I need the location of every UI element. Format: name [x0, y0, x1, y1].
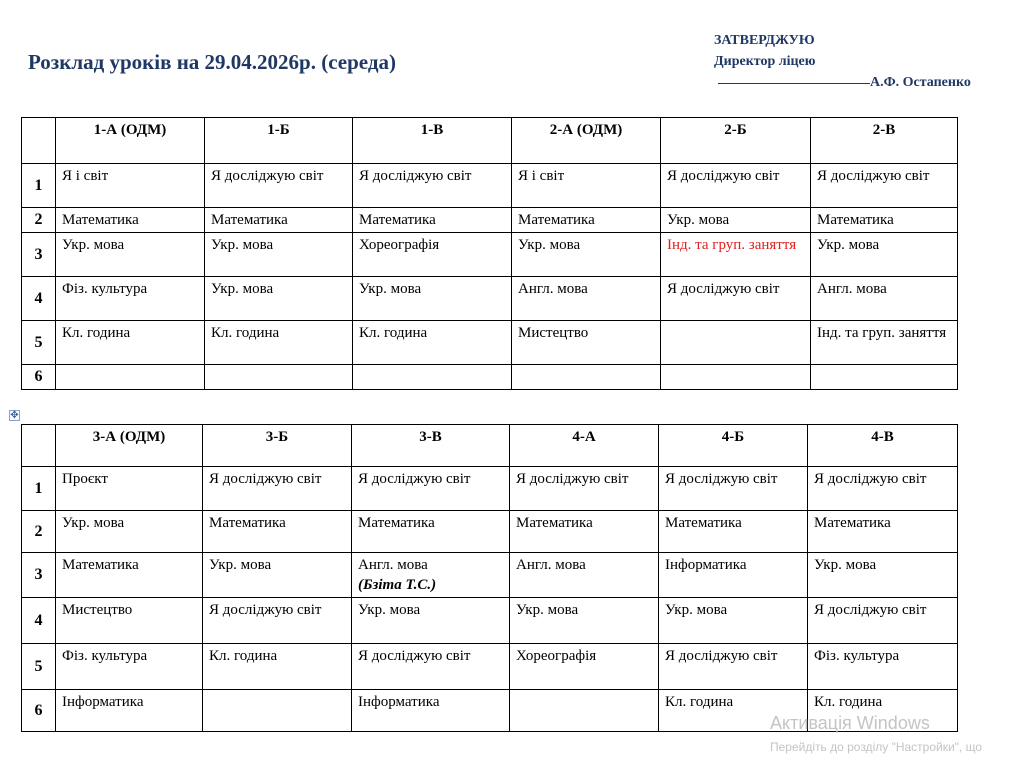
- table-row: [22, 511, 958, 553]
- lesson-cell: Укр. мова: [205, 277, 353, 321]
- lesson-cell: Укр. мова: [512, 233, 661, 277]
- lesson-cell: Математика: [352, 511, 510, 553]
- table-row: [22, 164, 958, 208]
- lesson-cell: Кл. година: [353, 321, 512, 365]
- lesson-cell: Хореографія: [510, 644, 659, 690]
- lesson-number: 6: [22, 690, 56, 732]
- lesson-cell: [661, 321, 811, 365]
- table-row: [22, 277, 958, 321]
- table-header-row: [22, 425, 958, 467]
- class-header: 4-А: [510, 425, 659, 467]
- lesson-cell-highlighted: Інд. та груп. заняття: [661, 233, 811, 277]
- lesson-cell: Я досліджую світ: [205, 164, 353, 208]
- lesson-cell: Мистецтво: [512, 321, 661, 365]
- lesson-cell: Математика: [56, 553, 203, 598]
- class-header: 1-В: [353, 118, 512, 164]
- lesson-cell: Кл. година: [659, 690, 808, 732]
- lesson-cell: Укр. мова: [510, 598, 659, 644]
- table-row: [22, 321, 958, 365]
- lesson-cell: [661, 365, 811, 390]
- lesson-cell: Інформатика: [56, 690, 203, 732]
- lesson-cell: Кл. година: [56, 321, 205, 365]
- watermark-subtitle: Перейдіть до розділу "Настройки", що: [770, 740, 983, 754]
- lesson-cell: Укр. мова: [56, 233, 205, 277]
- teacher-note: (Бзіта Т.С.): [358, 577, 437, 593]
- table-row: [22, 467, 958, 511]
- lesson-number: 3: [22, 553, 56, 598]
- class-header: 2-В: [811, 118, 958, 164]
- lesson-cell: Укр. мова: [661, 208, 811, 233]
- lesson-cell: [56, 365, 205, 390]
- lesson-cell: Я досліджую світ: [203, 467, 352, 511]
- lesson-cell: Проєкт: [56, 467, 203, 511]
- lesson-cell: [811, 365, 958, 390]
- approval-block: [714, 30, 971, 93]
- lesson-number: 1: [22, 467, 56, 511]
- class-header: 4-В: [808, 425, 958, 467]
- lesson-cell: Кл. година: [203, 644, 352, 690]
- table-row: [22, 644, 958, 690]
- lesson-cell: Я досліджую світ: [203, 598, 352, 644]
- class-header: 3-Б: [203, 425, 352, 467]
- lesson-cell: Укр. мова: [203, 553, 352, 598]
- table-row: [22, 208, 958, 233]
- lesson-cell: Я досліджую світ: [353, 164, 512, 208]
- schedule-table-grades-3-4: [21, 424, 958, 732]
- class-header: 2-Б: [661, 118, 811, 164]
- lesson-cell: Фіз. культура: [808, 644, 958, 690]
- lesson-cell: Укр. мова: [56, 511, 203, 553]
- lesson-cell: Укр. мова: [811, 233, 958, 277]
- lesson-cell: Укр. мова: [659, 598, 808, 644]
- lesson-cell: Кл. година: [205, 321, 353, 365]
- table-move-handle-icon[interactable]: ✥: [10, 410, 19, 421]
- lesson-number: 4: [22, 277, 56, 321]
- lesson-cell: Я досліджую світ: [661, 164, 811, 208]
- header-corner: [22, 425, 56, 467]
- lesson-cell: Я досліджую світ: [808, 467, 958, 511]
- lesson-cell: Я досліджую світ: [661, 277, 811, 321]
- lesson-number: 1: [22, 164, 56, 208]
- lesson-cell: [510, 690, 659, 732]
- class-header: 1-Б: [205, 118, 353, 164]
- table-row: [22, 365, 958, 390]
- lesson-cell: Математика: [205, 208, 353, 233]
- lesson-number: 5: [22, 321, 56, 365]
- lesson-number: 4: [22, 598, 56, 644]
- schedule-table-grades-1-2: [21, 117, 958, 390]
- lesson-cell: Математика: [56, 208, 205, 233]
- lesson-cell: Я і світ: [56, 164, 205, 208]
- lesson-cell: Укр. мова: [205, 233, 353, 277]
- lesson-number: 6: [22, 365, 56, 390]
- lesson-cell: Англ. мова: [512, 277, 661, 321]
- table-row: [22, 553, 958, 598]
- lesson-cell: Фіз. культура: [56, 277, 205, 321]
- lesson-cell: Кл. година: [808, 690, 958, 732]
- class-header: 2-А (ОДМ): [512, 118, 661, 164]
- header-corner: [22, 118, 56, 164]
- lesson-cell: Англ. мова (Бзіта Т.С.): [352, 553, 510, 598]
- lesson-cell: Інформатика: [659, 553, 808, 598]
- lesson-cell: Мистецтво: [56, 598, 203, 644]
- lesson-cell: [205, 365, 353, 390]
- lesson-cell: Я і світ: [512, 164, 661, 208]
- director-name: А.Ф. Остапенко: [870, 75, 971, 90]
- page-title: Розклад уроків на 29.04.2026р. (середа): [28, 50, 396, 74]
- lesson-cell: Англ. мова: [811, 277, 958, 321]
- lesson-number: 3: [22, 233, 56, 277]
- lesson-cell: Математика: [811, 208, 958, 233]
- table-row: [22, 233, 958, 277]
- lesson-cell: Інд. та груп. заняття: [811, 321, 958, 365]
- lesson-cell: Математика: [808, 511, 958, 553]
- lesson-cell: Я досліджую світ: [659, 467, 808, 511]
- table-header-row: [22, 118, 958, 164]
- windows-activation-watermark: [770, 712, 982, 756]
- lesson-number: 2: [22, 511, 56, 553]
- lesson-cell: [203, 690, 352, 732]
- table-row: [22, 598, 958, 644]
- lesson-cell: Укр. мова: [808, 553, 958, 598]
- watermark-title: Активація Windows: [770, 713, 930, 733]
- lesson-cell: Фіз. культура: [56, 644, 203, 690]
- lesson-cell: Математика: [512, 208, 661, 233]
- lesson-cell: Математика: [659, 511, 808, 553]
- lesson-cell: Англ. мова: [510, 553, 659, 598]
- approval-signature: [714, 72, 971, 93]
- class-header: 1-А (ОДМ): [56, 118, 205, 164]
- lesson-cell: Я досліджую світ: [352, 467, 510, 511]
- class-header: 3-А (ОДМ): [56, 425, 203, 467]
- class-header: 3-В: [352, 425, 510, 467]
- lesson-cell: Математика: [510, 511, 659, 553]
- lesson-number: 2: [22, 208, 56, 233]
- lesson-cell: Математика: [203, 511, 352, 553]
- lesson-number: 5: [22, 644, 56, 690]
- lesson-cell: [353, 365, 512, 390]
- lesson-cell: Інформатика: [352, 690, 510, 732]
- lesson-cell: Я досліджую світ: [659, 644, 808, 690]
- approval-heading: ЗАТВЕРДЖУЮ: [714, 33, 815, 48]
- lesson-cell: Я досліджую світ: [811, 164, 958, 208]
- lesson-cell: Математика: [353, 208, 512, 233]
- lesson-cell: Укр. мова: [352, 598, 510, 644]
- approval-position: Директор ліцею: [714, 54, 816, 69]
- signature-line: [718, 83, 870, 84]
- lesson-cell: Я досліджую світ: [510, 467, 659, 511]
- lesson-cell: Я досліджую світ: [808, 598, 958, 644]
- lesson-cell: Хореографія: [353, 233, 512, 277]
- class-header: 4-Б: [659, 425, 808, 467]
- lesson-cell: Укр. мова: [353, 277, 512, 321]
- lesson-cell: [512, 365, 661, 390]
- lesson-cell: Я досліджую світ: [352, 644, 510, 690]
